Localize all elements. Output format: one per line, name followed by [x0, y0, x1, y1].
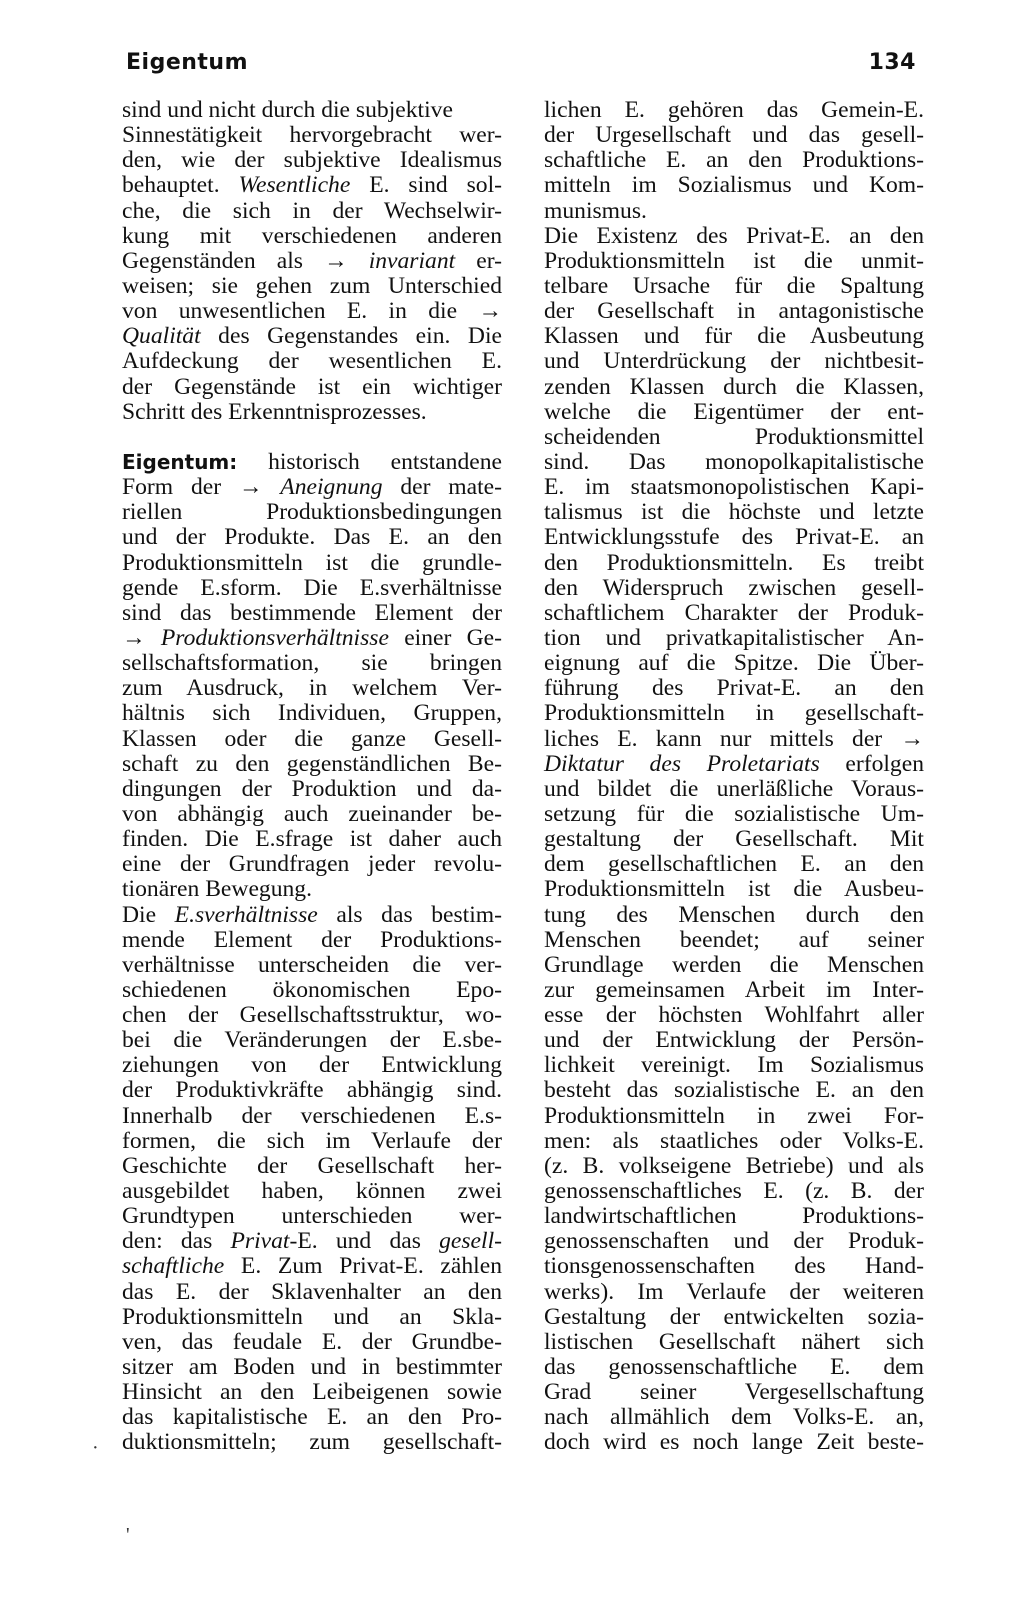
text-line: schaftliche E. an den Produktions- — [544, 147, 924, 174]
text-line: zenden Klassen durch die Klassen, — [544, 373, 924, 400]
text-line: mitteln im Sozialismus und Kom- — [544, 172, 924, 199]
text-line — [122, 173, 502, 198]
italic-term: E.sverhältnisse — [174, 901, 318, 928]
text-line — [122, 626, 502, 651]
text-line: setzung für die sozialistische Um- — [544, 800, 924, 827]
text-line: formen, die sich im Verlaufe der — [122, 1127, 502, 1154]
text-run: Gegenständen als → — [122, 247, 369, 274]
text-run: → — [122, 624, 161, 651]
text-line: Produktionsmitteln ist die Ausbeu- — [544, 876, 924, 903]
text-line: Grundlage werden die Menschen — [544, 951, 924, 978]
left-text-column — [122, 98, 502, 1456]
text-line: mende Element der Produktions- — [122, 926, 502, 953]
entry-headword: Eigentum: — [122, 449, 238, 474]
italic-term: Privat- — [230, 1228, 298, 1255]
text-line: scheidenden Produktionsmittel — [544, 423, 924, 450]
text-line: Aufdeckung der wesentlichen E. — [122, 348, 502, 375]
text-line — [122, 249, 502, 274]
text-line: Menschen beendet; auf seiner — [544, 926, 924, 953]
italic-term: Diktatur des Proletariats — [544, 750, 820, 777]
text-line: schaft zu den gegenständlichen Be- — [122, 750, 502, 777]
text-run: historisch entstandene — [237, 448, 502, 475]
text-line — [122, 324, 502, 349]
text-line: zur gemeinsamen Arbeit im Inter- — [544, 976, 924, 1003]
text-line — [122, 475, 502, 500]
text-line: tung des Menschen durch den — [544, 901, 924, 928]
text-line: Sinnestätigkeit hervorgebracht wer- — [122, 122, 502, 149]
text-line: schaftlichem Charakter der Produk- — [544, 599, 924, 626]
text-run: erfolgen — [819, 750, 924, 777]
text-line: talismus ist die höchste und letzte — [544, 499, 924, 526]
right-text-column — [544, 98, 924, 1456]
text-line: bei die Veränderungen der E.sbe- — [122, 1027, 502, 1054]
text-line: der Urgesellschaft und das gesell- — [544, 122, 924, 149]
text-line: und Unterdrückung der nichtbesit- — [544, 348, 924, 375]
text-line — [122, 1254, 502, 1279]
text-line: sind und nicht durch die subjektive — [122, 97, 453, 123]
text-line: tionsgenossenschaften des Hand- — [544, 1253, 924, 1280]
text-line: Produktionsmitteln ist die grundle- — [122, 549, 502, 576]
text-line: Klassen und für die Ausbeutung — [544, 323, 924, 350]
text-line: sellschaftsformation, sie bringen — [122, 650, 502, 677]
italic-term: invariant — [368, 247, 456, 274]
text-line — [122, 1229, 502, 1254]
text-line: Produktionsmitteln in gesellschaft- — [544, 700, 924, 727]
text-line: ausgebildet haben, können zwei — [122, 1178, 502, 1205]
text-line: verhältnisse unterscheiden die ver- — [122, 951, 502, 978]
text-run: als das bestim- — [317, 901, 502, 928]
text-line: men: als staatliches oder Volks-E. — [544, 1127, 924, 1154]
text-line: gende E.sform. Die E.sverhältnisse — [122, 574, 502, 601]
text-line: duktionsmitteln; zum gesellschaft- — [122, 1429, 502, 1456]
text-line: riellen Produktionsbedingungen — [122, 499, 502, 526]
text-line: listischen Gesellschaft nähert sich — [544, 1328, 924, 1355]
text-line: esse der höchsten Wohlfahrt aller — [544, 1002, 924, 1029]
text-line: nach allmählich dem Volks-E. an, — [544, 1404, 924, 1431]
text-line: Produktionsmitteln ist die unmit- — [544, 247, 924, 274]
text-run: den: das — [122, 1228, 231, 1255]
text-line: telbare Ursache für die Spaltung — [544, 272, 924, 299]
text-line: ven, das feudale E. der Grundbe- — [122, 1328, 502, 1355]
italic-term: schaftliche — [122, 1253, 225, 1280]
text-line: zum Ausdruck, in welchem Ver- — [122, 675, 502, 702]
text-line: das genossenschaftliche E. dem — [544, 1354, 924, 1381]
text-line: tion und privatkapitalistischer An- — [544, 624, 924, 651]
page-number: 134 — [868, 50, 916, 75]
text-line: und bildet die unerläßliche Voraus- — [544, 775, 924, 802]
text-line: finden. Die E.sfrage ist daher auch — [122, 826, 502, 853]
text-run: des Gegenstandes ein. Die — [200, 323, 502, 350]
text-line: genossenschaftliches E. (z. B. der — [544, 1178, 924, 1205]
text-line: von unwesentlichen E. in die → — [122, 298, 502, 325]
text-line: Schritt des Erkenntnisprozesses. — [122, 398, 427, 425]
text-line: und der Entwicklung der Persön- — [544, 1027, 924, 1054]
text-line — [122, 903, 502, 928]
text-line: der Gegenstände ist ein wichtiger — [122, 373, 502, 400]
text-line: von abhängig auch zueinander be- — [122, 800, 502, 827]
text-run: einer Ge- — [388, 624, 502, 651]
text-line: landwirtschaftlichen Produktions- — [544, 1203, 924, 1230]
text-line: lichen E. gehören das Gemein-E. — [544, 97, 924, 123]
text-line: kung mit verschiedenen anderen — [122, 222, 502, 249]
text-line: sind. Das monopolkapitalistische — [544, 448, 924, 475]
text-line: führung des Privat-E. an den — [544, 675, 924, 702]
text-line: Klassen oder die ganze Gesell- — [122, 725, 502, 752]
text-line: eignung auf die Spitze. Die Über- — [544, 650, 924, 677]
text-line: Gestaltung der entwickelten sozia- — [544, 1303, 924, 1330]
text-line: sitzer am Boden und in bestimmter — [122, 1354, 502, 1381]
text-line: tionären Bewegung. — [122, 876, 313, 903]
text-run: Die — [122, 901, 175, 928]
text-line: den Widerspruch zwischen gesell- — [544, 574, 924, 601]
italic-term: Produktionsverhältnisse — [160, 624, 389, 651]
text-line: gestaltung der Gesellschaft. Mit — [544, 826, 924, 853]
running-head: Eigentum — [126, 50, 249, 75]
text-line: dem gesellschaftlichen E. an den — [544, 851, 924, 878]
paragraph-gap — [122, 425, 502, 450]
text-line: schiedenen ökonomischen Epo- — [122, 976, 502, 1003]
text-line: sind das bestimmende Element der — [122, 599, 502, 626]
text-line: Grad seiner Vergesellschaftung — [544, 1379, 924, 1406]
text-line — [544, 752, 924, 777]
text-line: (z. B. volkseigene Betriebe) und als — [544, 1152, 924, 1179]
text-line: Grundtypen unterschieden wer- — [122, 1203, 502, 1230]
text-line: Produktionsmitteln in zwei For- — [544, 1102, 924, 1129]
text-line: liches E. kann nur mittels der → — [544, 725, 924, 752]
text-line: hältnis sich Individuen, Gruppen, — [122, 700, 502, 727]
text-line: che, die sich in der Wechselwir- — [122, 197, 502, 224]
italic-term: Aneignung — [280, 474, 383, 501]
text-line: E. im staatsmonopolistischen Kapi- — [544, 474, 924, 501]
text-line: Geschichte der Gesellschaft her- — [122, 1152, 502, 1179]
text-line: welche die Eigentümer der ent- — [544, 398, 924, 425]
text-line: doch wird es noch lange Zeit beste- — [544, 1429, 924, 1456]
text-line: ziehungen von der Entwicklung — [122, 1052, 502, 1079]
text-run: behauptet. — [122, 172, 239, 199]
text-run: E. sind sol- — [350, 172, 502, 199]
text-run: E. Zum Privat-E. zählen — [224, 1253, 502, 1280]
text-line: weisen; sie gehen zum Unterschied — [122, 272, 502, 299]
text-line: werks). Im Verlaufe der weiteren — [544, 1278, 924, 1305]
text-line: munismus. — [544, 197, 647, 224]
text-line: das kapitalistische E. an den Pro- — [122, 1404, 502, 1431]
text-line: genossenschaften und der Produk- — [544, 1228, 924, 1255]
italic-term: Wesentliche — [238, 172, 351, 199]
text-line: besteht das sozialistische E. an den — [544, 1077, 924, 1104]
text-line: dingungen der Produktion und da- — [122, 775, 502, 802]
text-line: Hinsicht an den Leibeigenen sowie — [122, 1379, 502, 1406]
margin-tick-mark: ' — [126, 1524, 130, 1546]
text-line: Innerhalb der verschiedenen E.s- — [122, 1102, 502, 1129]
text-line: Die Existenz des Privat-E. an den — [544, 222, 924, 249]
text-line: eine der Grundfragen jeder revolu- — [122, 851, 502, 878]
text-line: chen der Gesellschaftsstruktur, wo- — [122, 1002, 502, 1029]
italic-term: gesell- — [439, 1228, 502, 1255]
text-run: er- — [455, 247, 502, 274]
italic-term: Qualität — [122, 323, 201, 350]
text-line: den Produktionsmitteln. Es treibt — [544, 549, 924, 576]
text-line: lichkeit vereinigt. Im Sozialismus — [544, 1052, 924, 1079]
text-line: der Produktivkräfte abhängig sind. — [122, 1077, 502, 1104]
text-run: E. und das — [297, 1228, 440, 1255]
text-line: der Gesellschaft in antagonistische — [544, 298, 924, 325]
text-run: Form der → — [122, 474, 281, 501]
text-line: das E. der Sklavenhalter an den — [122, 1278, 502, 1305]
text-line: und der Produkte. Das E. an den — [122, 524, 502, 551]
text-line: Entwicklungsstufe des Privat-E. an — [544, 524, 924, 551]
text-line — [122, 450, 502, 475]
text-line: Produktionsmitteln und an Skla- — [122, 1303, 502, 1330]
margin-dot-mark: · — [92, 1437, 99, 1459]
text-line: den, wie der subjektive Idealismus — [122, 147, 502, 174]
text-run: der mate- — [382, 474, 502, 501]
